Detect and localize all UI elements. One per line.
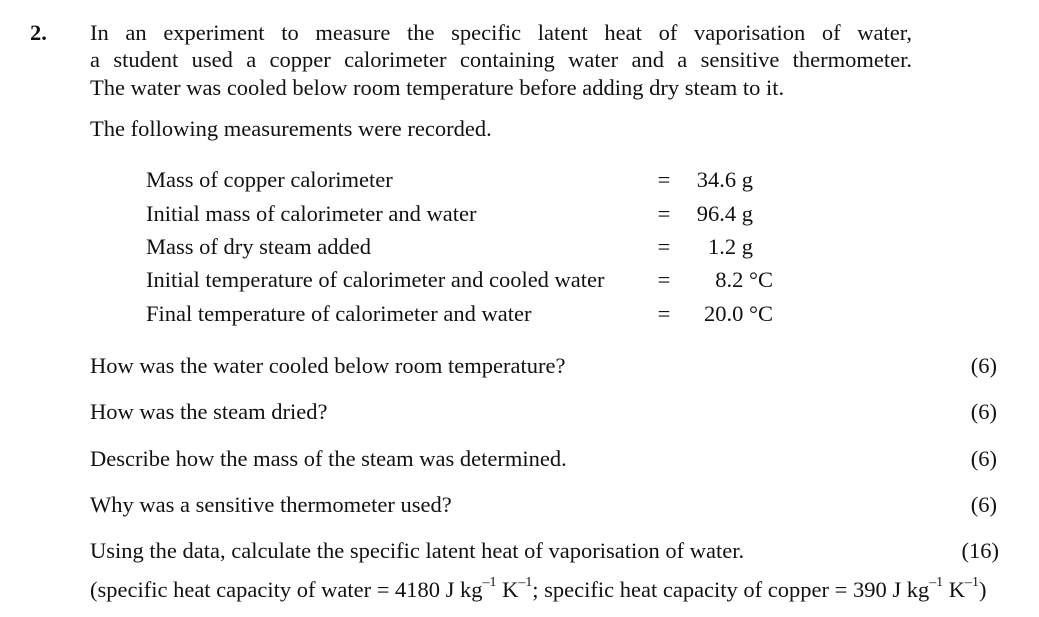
question-marks: (16)	[961, 538, 999, 563]
question-text: How was the water cooled below room temperature?	[90, 353, 566, 378]
question-marks: (6)	[970, 492, 997, 517]
question-text: How was the steam dried?	[90, 399, 328, 424]
constants-middle: ; specific heat capacity of copper = 390 J kg	[532, 577, 930, 602]
measurements-intro: The following measurements were recorded.	[90, 116, 492, 141]
measurement-label: Initial mass of calorimeter and water	[146, 201, 477, 226]
intro-line-3: The water was cooled below room temperature before adding dry steam to it.	[90, 75, 785, 100]
constants-open: (specific heat capacity of water = 4180 J kg	[90, 577, 483, 602]
exponent: –1	[929, 575, 944, 591]
exponent: –1	[965, 575, 979, 591]
equals-sign: =	[657, 201, 671, 226]
measurement-value: 20.0 °C	[703, 301, 773, 326]
constants-unit: K	[943, 577, 966, 602]
constants-line	[90, 577, 986, 603]
measurement-value: 8.2 °C	[715, 267, 773, 292]
equals-sign: =	[657, 167, 671, 192]
measurement-value: 34.6 g	[696, 167, 753, 192]
equals-sign: =	[657, 267, 671, 292]
exponent: –1	[518, 575, 533, 591]
question-number: 2.	[30, 20, 47, 45]
intro-line-2: a student used a copper calorimeter containing water and a sensitive thermometer.	[90, 47, 912, 72]
question-text: Using the data, calculate the specific latent heat of vaporisation of water.	[90, 538, 745, 563]
question-text: Why was a sensitive thermometer used?	[90, 492, 452, 517]
constants-close: )	[978, 577, 987, 602]
equals-sign: =	[657, 234, 671, 259]
question-marks: (6)	[970, 399, 997, 424]
measurement-value: 1.2 g	[708, 234, 753, 259]
intro-line-1: In an experiment to measure the specific latent heat of vaporisation of water,	[90, 20, 912, 45]
constants-unit: K	[496, 577, 519, 602]
equals-sign: =	[657, 301, 671, 326]
measurement-value: 96.4 g	[696, 201, 753, 226]
measurement-label: Mass of copper calorimeter	[146, 167, 393, 192]
measurement-label: Initial temperature of calorimeter and cooled water	[146, 267, 605, 292]
question-marks: (6)	[970, 353, 997, 378]
exponent: –1	[482, 575, 497, 591]
question-text: Describe how the mass of the steam was determined.	[90, 446, 567, 471]
measurement-label: Mass of dry steam added	[146, 234, 371, 259]
measurement-label: Final temperature of calorimeter and water	[146, 301, 532, 326]
question-marks: (6)	[970, 446, 997, 471]
